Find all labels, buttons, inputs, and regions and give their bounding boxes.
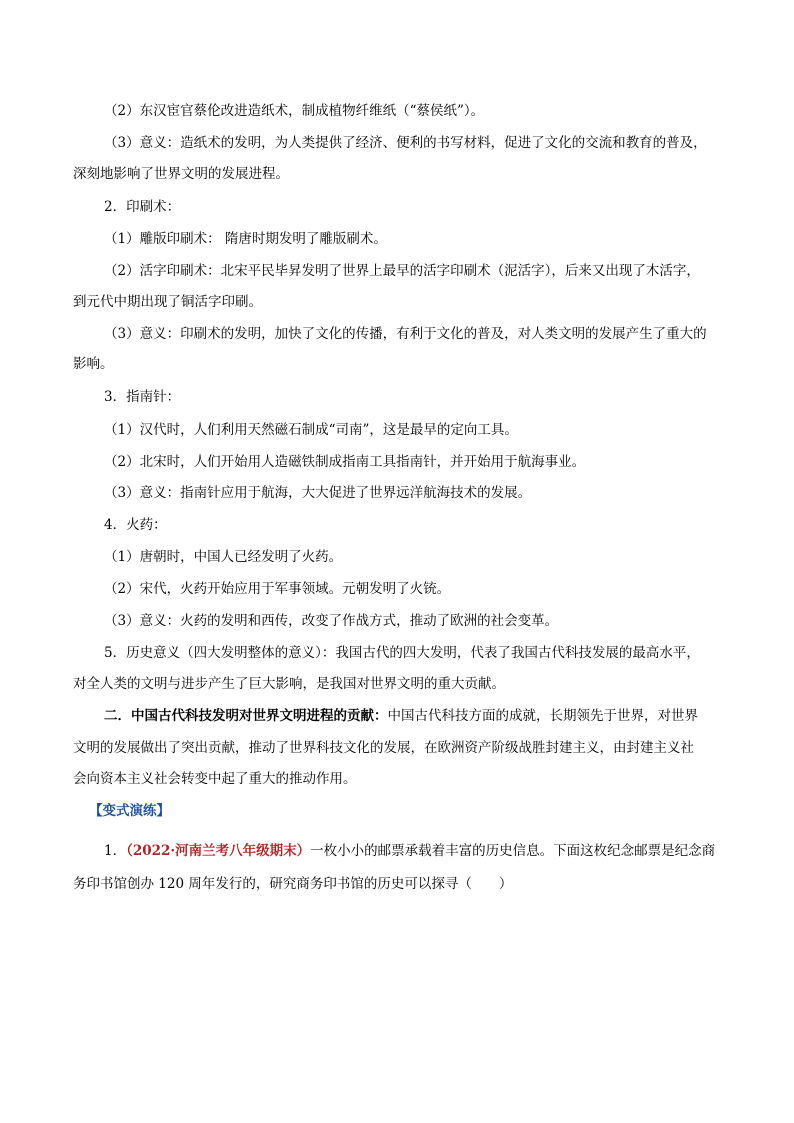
section2-line3: 会向资本主义社会转变中起了重大的推动作用。 xyxy=(73,771,357,787)
overall-significance-line2: 对全人类的文明与进步产生了巨大影响，是我国对世界文明的重大贡献。 xyxy=(73,676,505,692)
compass-heading: 3．指南针： xyxy=(104,389,181,405)
gunpowder-point-1: （1）唐朝时，中国人已经发明了火药。 xyxy=(104,549,343,565)
section2-text: 中国古代科技方面的成就，长期领先于世界，对世界 xyxy=(387,708,698,724)
overall-significance-line1: 5．历史意义（四大发明整体的意义）：我国古代的四大发明，代表了我国古代科技发展的最高水平， xyxy=(104,645,700,661)
section2-heading: 二．中国古代科技发明对世界文明进程的贡献： xyxy=(104,708,388,724)
gunpowder-point-2: （2）宋代，火药开始应用于军事领域。元朝发明了火铳。 xyxy=(104,581,451,597)
section2-line2: 文明的发展做出了突出贡献，推动了世界科技文化的发展，在欧洲资产阶级战胜封建主义，由封建主义社 xyxy=(73,740,694,756)
printing-significance-line1: （3）意义：印刷术的发明，加快了文化的传播，有利于文化的普及，对人类文明的发展产生了重大的 xyxy=(104,326,707,342)
compass-point-2: （2）北宋时，人们开始用人造磁铁制成指南工具指南针，并开始用于航海事业。 xyxy=(104,454,586,470)
question1-number: 1． xyxy=(104,843,127,859)
question1-line1 xyxy=(104,841,715,861)
paper-significance-line1: （3）意义：造纸术的发明，为人类提供了经济、便利的书写材料，促进了文化的交流和教育的普及， xyxy=(104,135,707,151)
printing-heading: 2．印刷术： xyxy=(104,199,181,215)
practice-title: 【变式演练】 xyxy=(89,803,170,819)
question1-source: （2022·河南兰考八年级期末） xyxy=(126,843,311,859)
compass-significance: （3）意义：指南针应用于航海，大大促进了世界远洋航海技术的发展。 xyxy=(104,485,532,501)
gunpowder-significance: （3）意义：火药的发明和西传，改变了作战方式，推动了欧洲的社会变革。 xyxy=(104,613,559,629)
question1-text: 一枚小小的邮票承载着丰富的历史信息。下面这枚纪念邮票是纪念商 xyxy=(310,843,716,859)
printing-point-1: （1）雕版印刷术： 隋唐时期发明了雕版刷术。 xyxy=(104,231,387,247)
section2-line1 xyxy=(104,706,698,726)
compass-point-1: （1）汉代时，人们利用天然磁石制成“司南”，这是最早的定向工具。 xyxy=(104,422,518,438)
question1-line2: 务印书馆创办 120 周年发行的，研究商务印书馆的历史可以探寻（ ） xyxy=(73,876,513,892)
printing-significance-line2: 影响。 xyxy=(73,356,114,372)
paper-point-2: （2）东汉宦官蔡伦改进造纸术，制成植物纤维纸（“蔡侯纸”）。 xyxy=(104,103,485,119)
gunpowder-heading: 4．火药： xyxy=(104,517,167,533)
printing-point-2-line1: （2）活字印刷术：北宋平民毕昇发明了世界上最早的活字印刷术（泥活字），后来又出现了木活字， xyxy=(104,263,700,279)
printing-point-2-line2: 到元代中期出现了铜活字印刷。 xyxy=(73,294,262,310)
paper-significance-line2: 深刻地影响了世界文明的发展进程。 xyxy=(73,166,289,182)
